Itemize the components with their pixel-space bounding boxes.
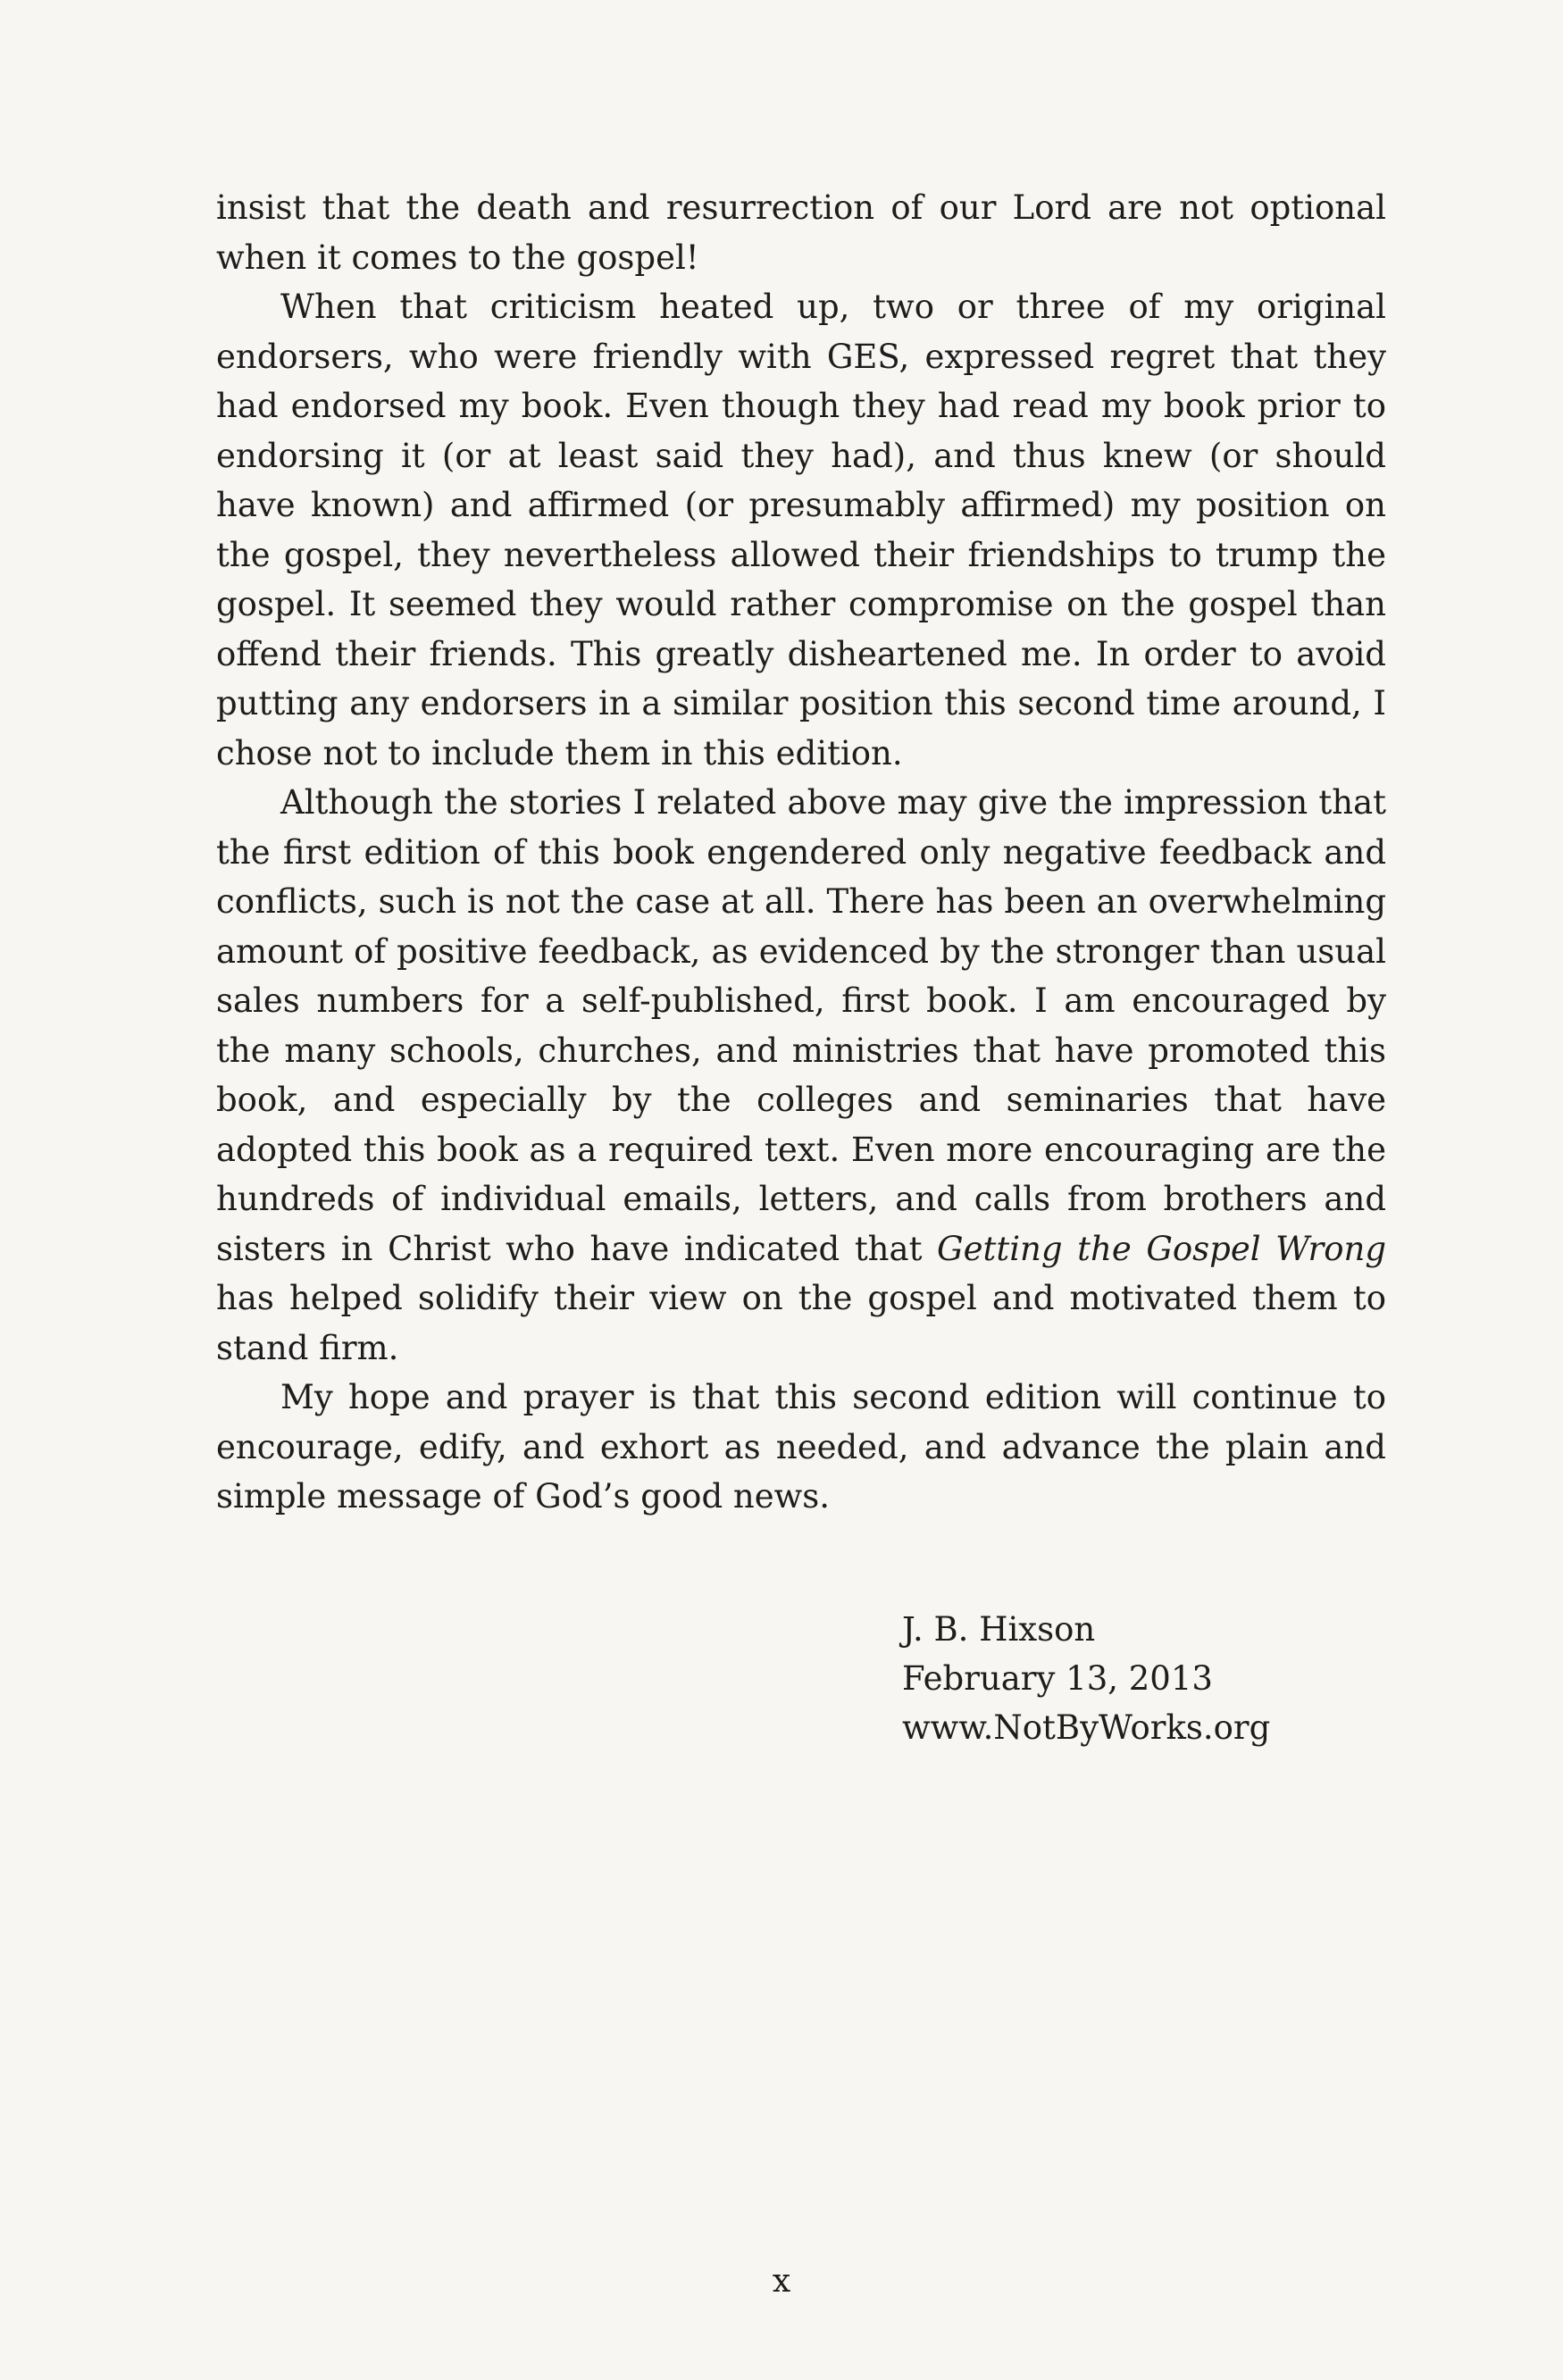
signature-date: February 13, 2013 (902, 1659, 1213, 1698)
body-text (216, 183, 1386, 1522)
paragraph-text: When that criticism heated up, two or three of my original endorsers, who were friendly with GES, expressed regret that they had endorsed my book. Even though they had read my book prior to endorsing it (or at least said they had), and thus knew (or should have known) and affirmed (or presumably affirmed) my position on the gospel, they nevertheless allowed their friendships to trump the gospel. It seemed they would rather compromise on the gospel than offend their friends. This greatly disheartened me. In order to avoid putting any endorsers in a similar position this second time around, I chose not to include them in this edition. (216, 288, 1386, 772)
paragraph (216, 282, 1386, 778)
author-name: J. B. Hixson (902, 1610, 1096, 1649)
paragraph-text: My hope and prayer is that this second edition will continue to encourage, edify, and exhort as needed, and advance the plain and simple message of God’s good news. (216, 1378, 1386, 1516)
paragraph (216, 778, 1386, 1373)
paragraph-text: has helped solidify their view on the gospel and motivated them to stand firm. (216, 1279, 1386, 1367)
paragraph (216, 183, 1386, 282)
author-website: www.NotByWorks.org (902, 1708, 1271, 1747)
signature-block (902, 1605, 1367, 1752)
paragraph-text: Although the stories I related above may give the impression that the first edition of this book engendered only negative feedback and conflicts, such is not the case at all. There has been an overwhelming amount of positive feedback, as evidenced by the stronger than usual sales numbers for a self-published, first book. I am encouraged by the many schools, churches, and ministries that have promoted this book, and especially by the colleges and seminaries that have adopted this book as a required text. Even more encouraging are the hundreds of individual emails, letters, and calls from brothers and sisters in Christ who have indicated that (216, 783, 1386, 1268)
paragraph-text: insist that the death and resurrection of our Lord are not optional when it comes to the gospel! (216, 188, 1386, 277)
book-title-italic: Getting the Gospel Wrong (937, 1229, 1386, 1268)
paragraph (216, 1373, 1386, 1522)
page-number: x (772, 2263, 791, 2300)
